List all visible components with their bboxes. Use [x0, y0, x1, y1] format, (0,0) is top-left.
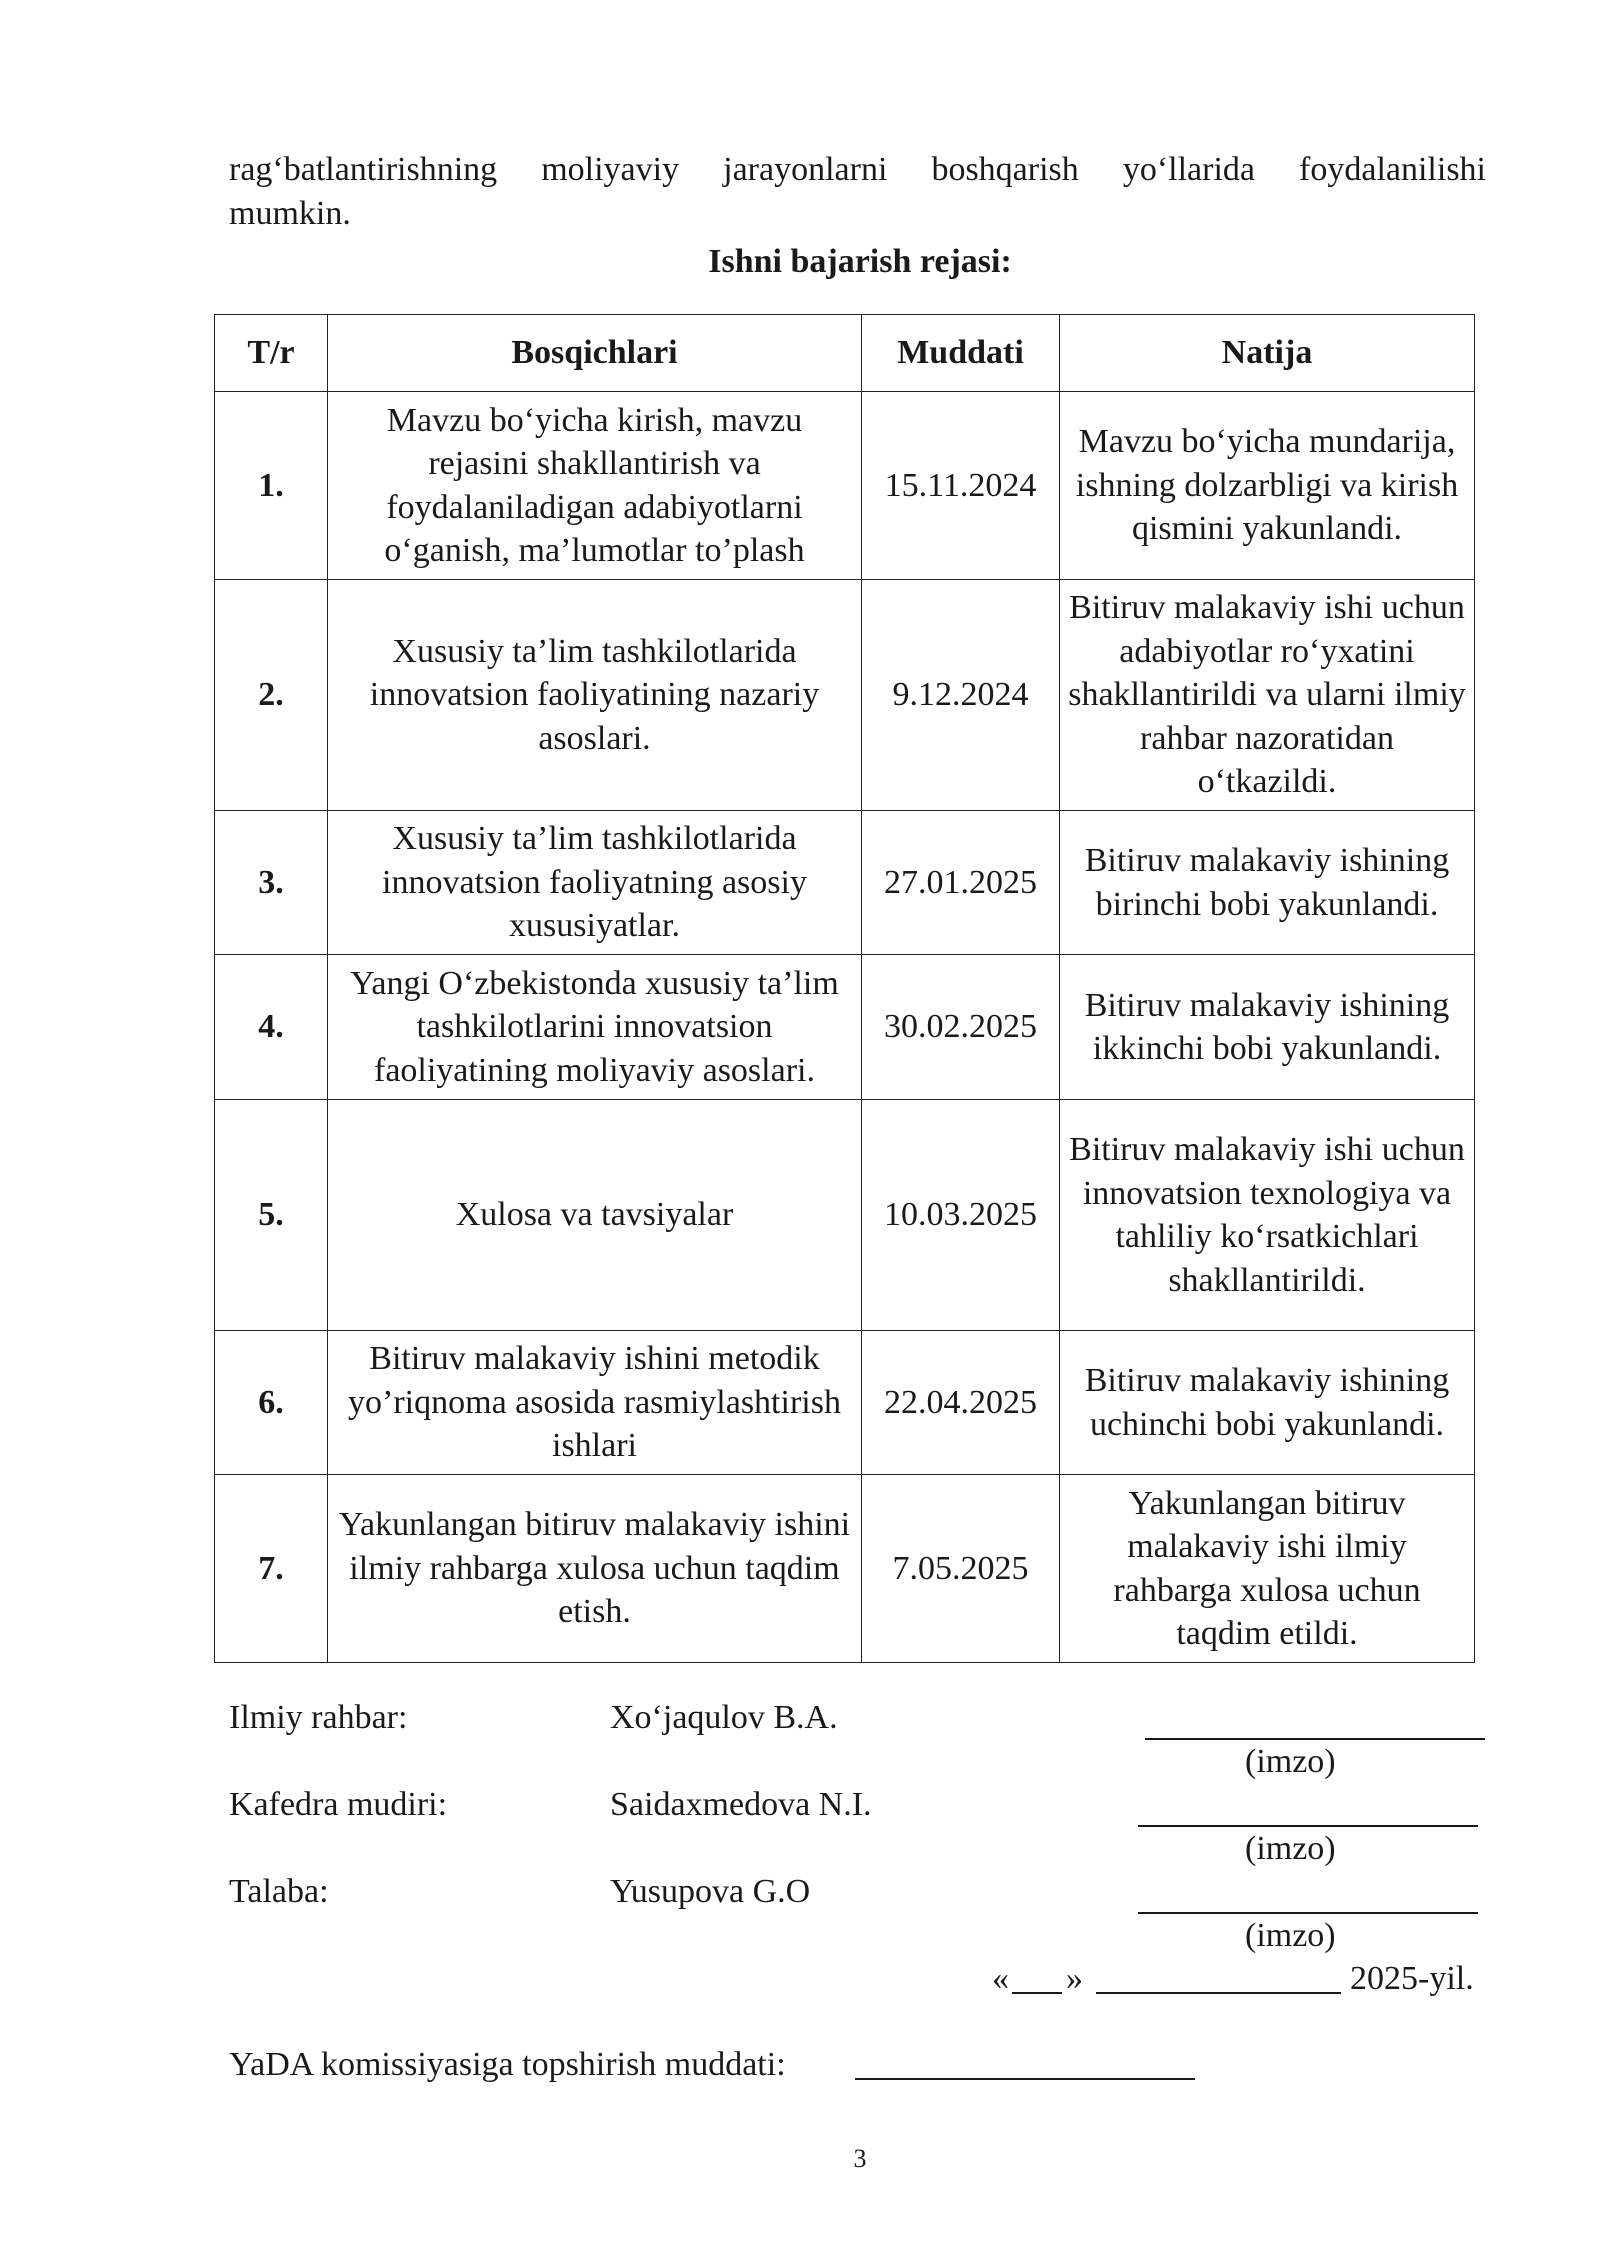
row-date: 7.05.2025	[862, 1475, 1060, 1663]
header-deadline: Muddati	[862, 315, 1060, 392]
page-number: 3	[853, 2144, 867, 2173]
department-head-role: Kafedra mudiri:	[229, 1786, 448, 1823]
table-row	[215, 1100, 1475, 1331]
table-row	[215, 1331, 1475, 1475]
date-close-quote: »	[1066, 1960, 1083, 1997]
row-number: 7.	[215, 1475, 328, 1663]
row-date: 9.12.2024	[862, 580, 1060, 811]
row-stage: Yakunlangan bitiruv malakaviy ishini ilmiy rahbarga xulosa uchun taqdim etish.	[328, 1475, 862, 1663]
row-result: Mavzu bo‘yicha mundarija, ishning dolzarbligi va kirish qismini yakunlandi.	[1060, 392, 1475, 580]
row-stage: Xulosa va tavsiyalar	[328, 1100, 862, 1331]
row-number: 4.	[215, 955, 328, 1100]
row-result: Yakunlangan bitiruv malakaviy ishi ilmiy rahbarga xulosa uchun taqdim etildi.	[1060, 1475, 1475, 1663]
date-year: 2025-yil.	[1350, 1960, 1474, 1997]
plan-table	[214, 314, 1475, 1663]
department-head-name: Saidaxmedova N.I.	[610, 1786, 872, 1823]
supervisor-role: Ilmiy rahbar:	[229, 1699, 408, 1736]
row-number: 3.	[215, 811, 328, 955]
intro-line-2: mumkin.	[229, 195, 351, 232]
supervisor-signature-caption: (imzo)	[1245, 1743, 1336, 1780]
table-row	[215, 811, 1475, 955]
row-number: 1.	[215, 392, 328, 580]
row-date: 22.04.2025	[862, 1331, 1060, 1475]
intro-paragraph	[229, 148, 1486, 236]
student-signature-caption: (imzo)	[1245, 1917, 1336, 1954]
date-day-blank	[1012, 1992, 1062, 1994]
row-stage: Xususiy ta’lim tashkilotlarida innovatsion faoliyatining nazariy asoslari.	[328, 580, 862, 811]
row-result: Bitiruv malakaviy ishining birinchi bobi yakunlandi.	[1060, 811, 1475, 955]
row-result: Bitiruv malakaviy ishi uchun adabiyotlar ro‘yxatini shakllantirildi va ularni ilmiy rahbar nazoratidan o‘tkazildi.	[1060, 580, 1475, 811]
table-row	[215, 580, 1475, 811]
row-date: 30.02.2025	[862, 955, 1060, 1100]
row-number: 5.	[215, 1100, 328, 1331]
row-result: Bitiruv malakaviy ishining ikkinchi bobi yakunlandi.	[1060, 955, 1475, 1100]
table-row	[215, 955, 1475, 1100]
plan-title: Ishni bajarish rejasi:	[708, 243, 1012, 280]
row-date: 15.11.2024	[862, 392, 1060, 580]
row-stage: Mavzu bo‘yicha kirish, mavzu rejasini shakllantirish va foydalaniladigan adabiyotlarni o‘ganish, ma’lumotlar to’plash	[328, 392, 862, 580]
date-month-blank	[1096, 1992, 1341, 1994]
row-number: 6.	[215, 1331, 328, 1475]
header-result: Natija	[1060, 315, 1475, 392]
row-number: 2.	[215, 580, 328, 811]
row-stage: Xususiy ta’lim tashkilotlarida innovatsion faoliyatning asosiy xususiyatlar.	[328, 811, 862, 955]
supervisor-name: Xo‘jaqulov B.A.	[610, 1699, 838, 1736]
table-row	[215, 1475, 1475, 1663]
table-header-row	[215, 315, 1475, 392]
student-role: Talaba:	[229, 1873, 329, 1910]
row-result: Bitiruv malakaviy ishi uchun innovatsion texnologiya va tahliliy ko‘rsatkichlari shakllantirildi.	[1060, 1100, 1475, 1331]
department-head-signature-caption: (imzo)	[1245, 1830, 1336, 1867]
row-stage: Yangi O‘zbekistonda xususiy ta’lim tashkilotlarini innovatsion faoliyatining moliyaviy asoslari.	[328, 955, 862, 1100]
row-date: 10.03.2025	[862, 1100, 1060, 1331]
row-date: 27.01.2025	[862, 811, 1060, 955]
header-number: T/r	[215, 315, 328, 392]
student-name: Yusupova G.O	[610, 1873, 811, 1910]
date-open-quote: «	[992, 1960, 1009, 1997]
intro-line-1: rag‘batlantirishning moliyaviy jarayonlarni boshqarish yo‘llarida foydalanilishi	[229, 151, 1486, 188]
header-stages: Bosqichlari	[328, 315, 862, 392]
row-result: Bitiruv malakaviy ishining uchinchi bobi yakunlandi.	[1060, 1331, 1475, 1475]
row-stage: Bitiruv malakaviy ishini metodik yo’riqnoma asosida rasmiylashtirish ishlari	[328, 1331, 862, 1475]
submission-label: YaDA komissiyasiga topshirish muddati:	[229, 2046, 786, 2083]
table-row	[215, 392, 1475, 580]
submission-blank	[855, 2078, 1195, 2080]
